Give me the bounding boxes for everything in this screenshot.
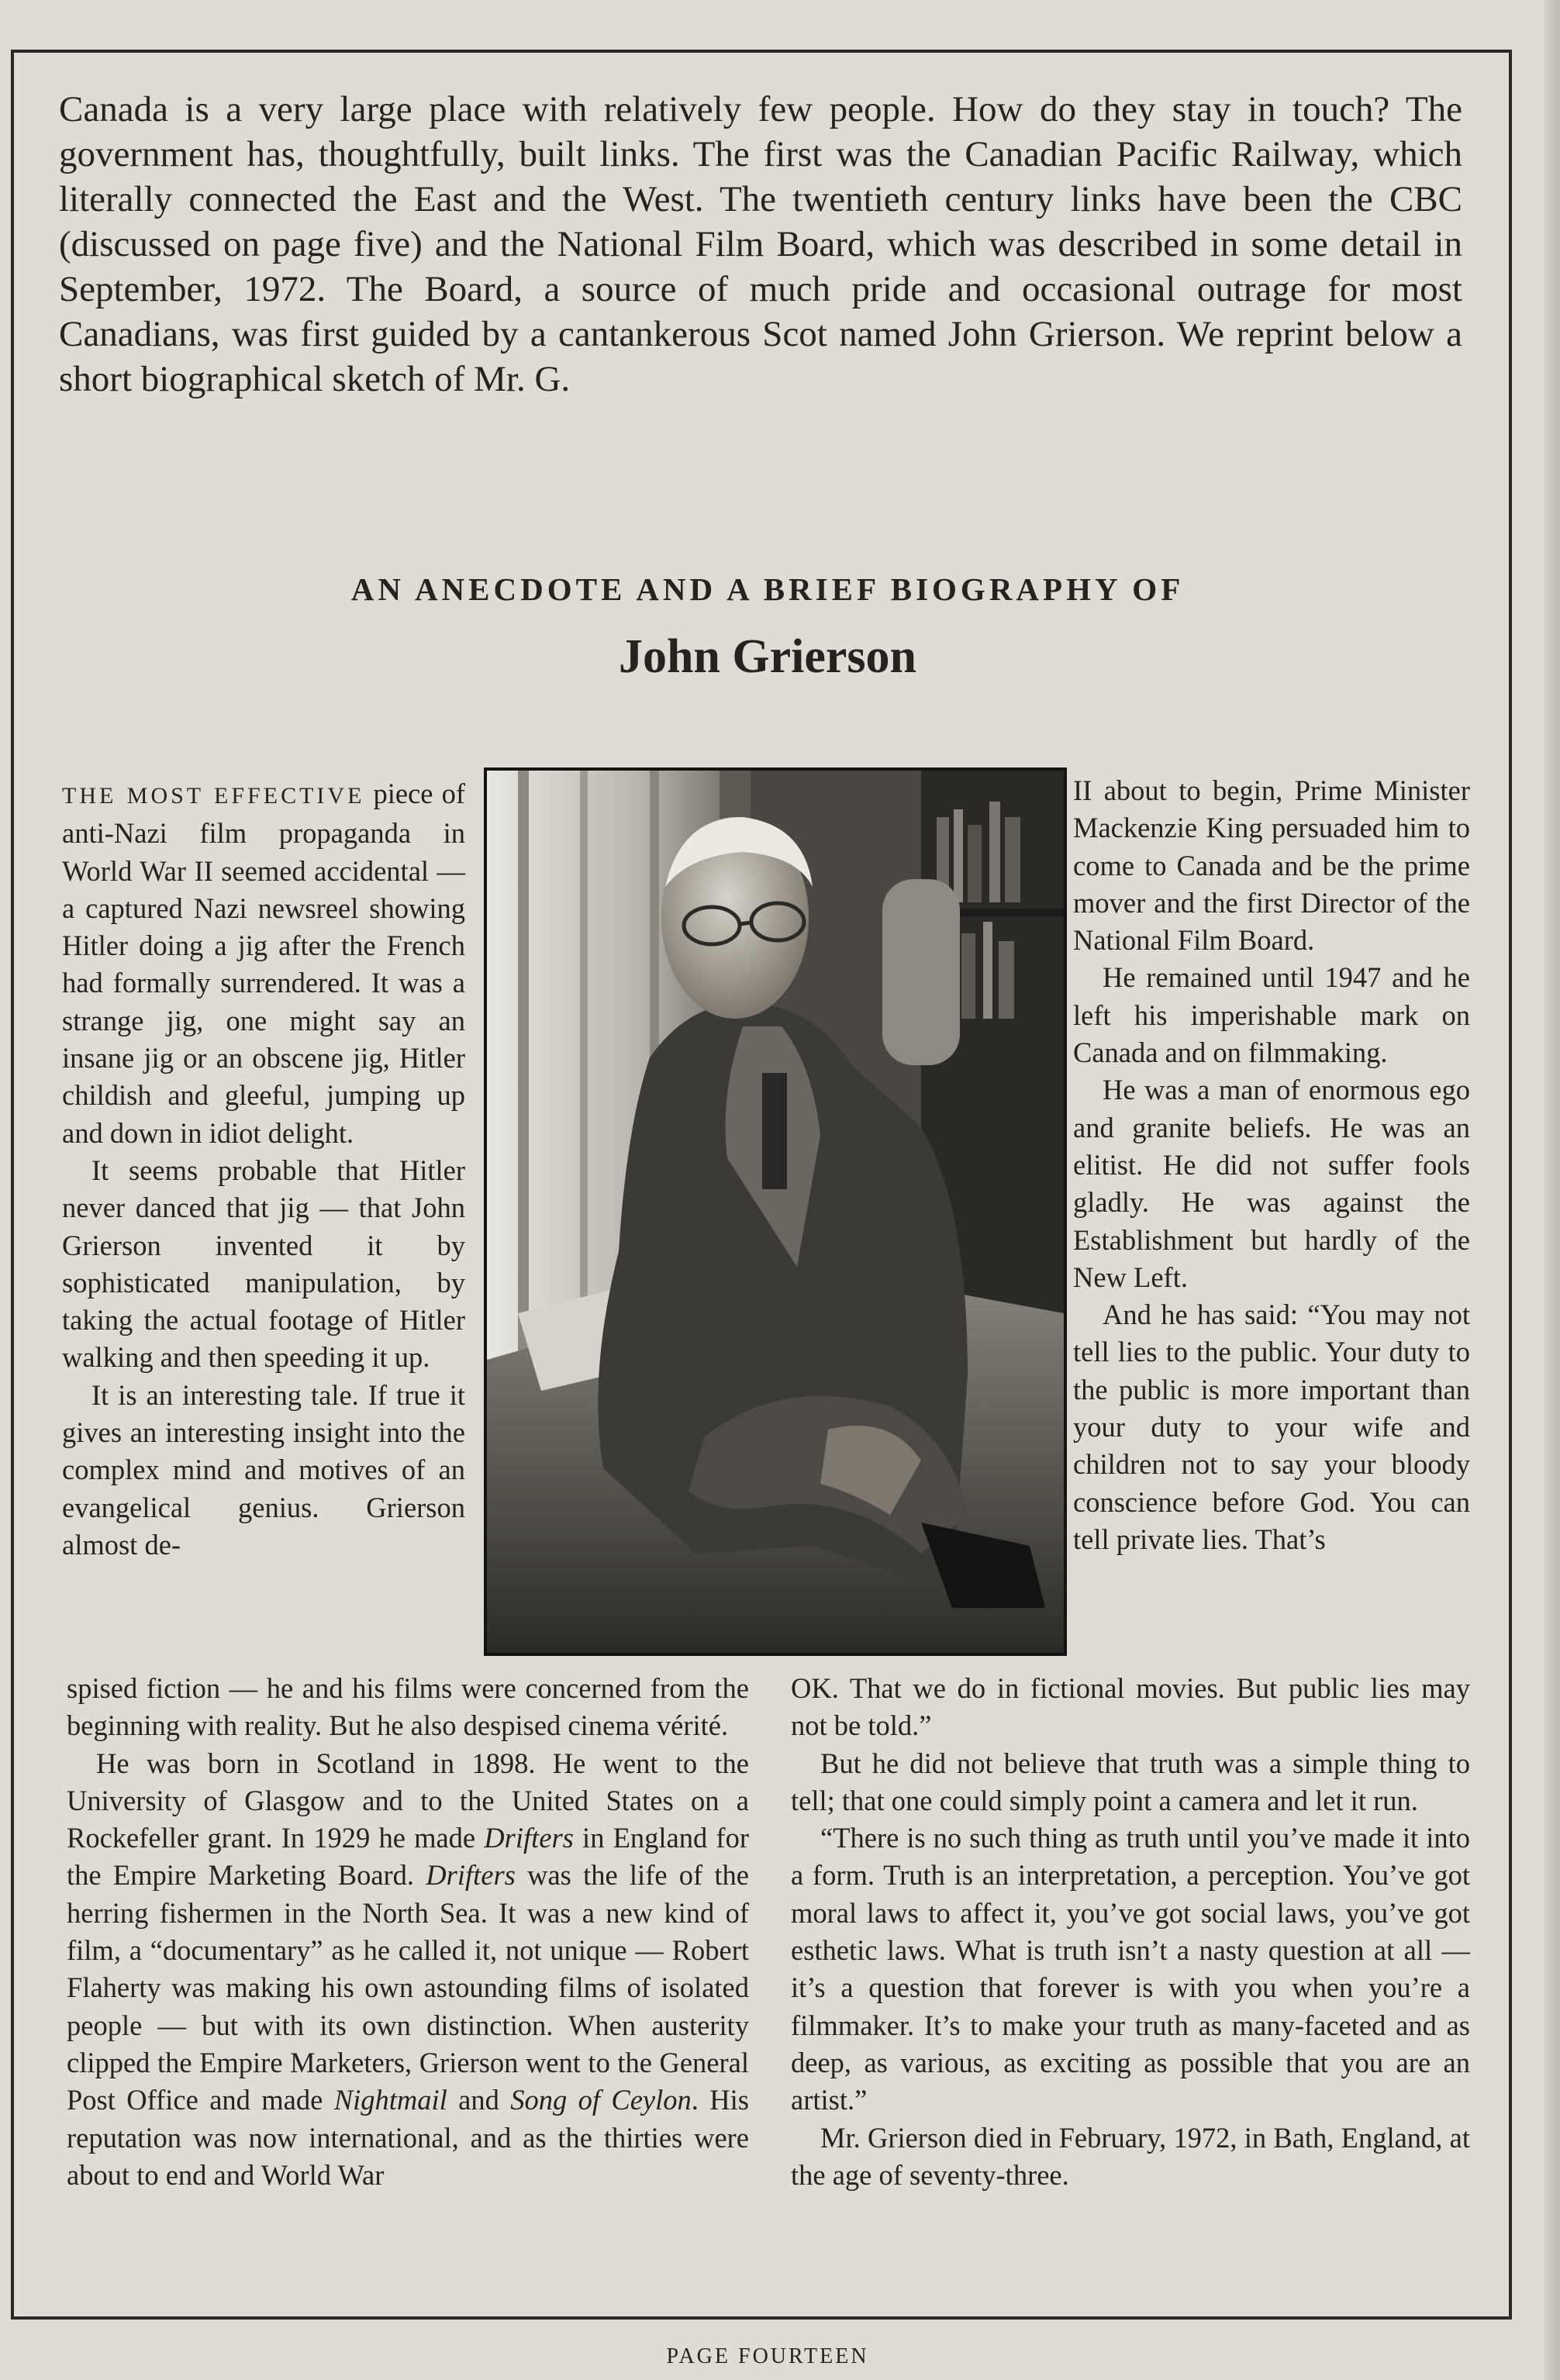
paragraph: Mr. Grierson died in February, 1972, in Bath, England, at the age of seventy-three. bbox=[791, 2121, 1470, 2191]
paragraph-text: piece of anti-Nazi film propaganda in World War II seemed accidental — a captured Nazi newsreel showing Hitler doing a jig after the French had formally surrendered. It was a strange jig, one might say an insane jig or an obscene jig, Hitler childish and gleeful, jumping up and down in idiot delight. bbox=[62, 778, 465, 1149]
film-title: Nightmail bbox=[333, 2084, 447, 2116]
paragraph: He remained until 1947 and he left his imperishable mark on Canada and on filmmaking. bbox=[1073, 961, 1470, 1069]
paragraph-text: was the life of the herring fishermen in the North Sea. It was a new kind of film, a “documentary” as he called it, not unique — Robert Flaherty was making his own astounding films of isolated people — but with its own distinction. When austerity clipped the Empire Marketers, Grierson went to the General Post Office and made bbox=[67, 1859, 749, 2116]
paragraph bbox=[67, 1745, 749, 2195]
page-number: PAGE FOURTEEN bbox=[666, 2344, 869, 2368]
paragraph-text: in England for the Empire Marketing Board. bbox=[67, 1822, 749, 1892]
paragraph-text: . His reputation was now international, and as the thirties were about to end and World War bbox=[67, 2084, 749, 2191]
film-title: Song of Ceylon bbox=[510, 2084, 692, 2116]
paragraph-text: and bbox=[447, 2084, 511, 2116]
column-top-left bbox=[62, 775, 465, 1564]
paragraph: OK. That we do in fictional movies. But public lies may not be told.” bbox=[791, 1672, 1470, 1742]
film-title: Drifters bbox=[426, 1859, 516, 1892]
portrait-image bbox=[487, 771, 1064, 1653]
paragraph: He was a man of enormous ego and granite beliefs. He was an elitist. He did not suffer fools gladly. He was against the Establishment but hardly of the New Left. bbox=[1073, 1074, 1470, 1293]
column-bottom-left bbox=[67, 1670, 749, 2194]
paragraph: And he has said: “You may not tell lies to the public. Your duty to the public is more important than your duty to your wife and children not to say your bloody conscience before God. You can tell private lies. That’s bbox=[1073, 1299, 1470, 1555]
paragraph: spised fiction — he and his films were concerned from the beginning with reality. But he also despised cinema vérité. bbox=[67, 1672, 749, 1742]
page-edge-shadow bbox=[1544, 0, 1560, 2380]
paragraph: “There is no such thing as truth until you’ve made it into a form. Truth is an interpretation, a perception. You’ve got moral laws to affect it, you’ve got social laws, you’ve got esthetic laws. What is truth isn’t a nasty question at all — it’s a question that forever is with you when you’re a filmmaker. It’s to make your truth as many-faceted and as deep, as various, as exciting as possible that you are an artist.” bbox=[791, 1822, 1470, 2116]
intro-paragraph: Canada is a very large place with relatively few people. How do they stay in touch? The government has, thoughtfully, built links. The first was the Canadian Pacific Railway, which literally connected the East and the West. The twentieth century links have been the CBC (discussed on page five) and the National Film Board, which was described in some detail in September, 1972. The Board, a source of much pride and occasional outrage for most Canadians, was first guided by a cantankerous Scot named John Grierson. We reprint below a short biographical sketch of Mr. G. bbox=[59, 89, 1462, 399]
column-bottom-right bbox=[791, 1670, 1470, 2194]
article-kicker: AN ANECDOTE AND A BRIEF BIOGRAPHY OF bbox=[350, 571, 1185, 607]
paragraph bbox=[62, 775, 465, 1152]
paragraph: It seems probable that Hitler never danced that jig — that John Grierson invented it by sophisticated manipulation, by taking the actual footage of Hitler walking and then speeding it up. bbox=[62, 1154, 465, 1374]
column-top-right bbox=[1073, 772, 1470, 1558]
film-title: Drifters bbox=[484, 1822, 574, 1854]
paragraph-text: He was born in Scotland in 1898. He went to the University of Glasgow and to the United States on a Rockefeller grant. In 1929 he made bbox=[67, 1747, 749, 1854]
portrait-photo bbox=[484, 767, 1067, 1656]
paragraph: II about to begin, Prime Minister Mackenzie King persuaded him to come to Canada and be the prime mover and the first Director of the National Film Board. bbox=[1073, 774, 1470, 957]
paragraph: But he did not believe that truth was a simple thing to tell; that one could simply point a camera and let it run. bbox=[791, 1747, 1470, 1816]
article-title: John Grierson bbox=[618, 630, 917, 683]
paragraph: It is an interesting tale. If true it gives an interesting insight into the complex mind and motives of an evangelical genius. Grierson almost de- bbox=[62, 1378, 465, 1561]
lead-in: THE MOST EFFECTIVE bbox=[62, 783, 365, 809]
